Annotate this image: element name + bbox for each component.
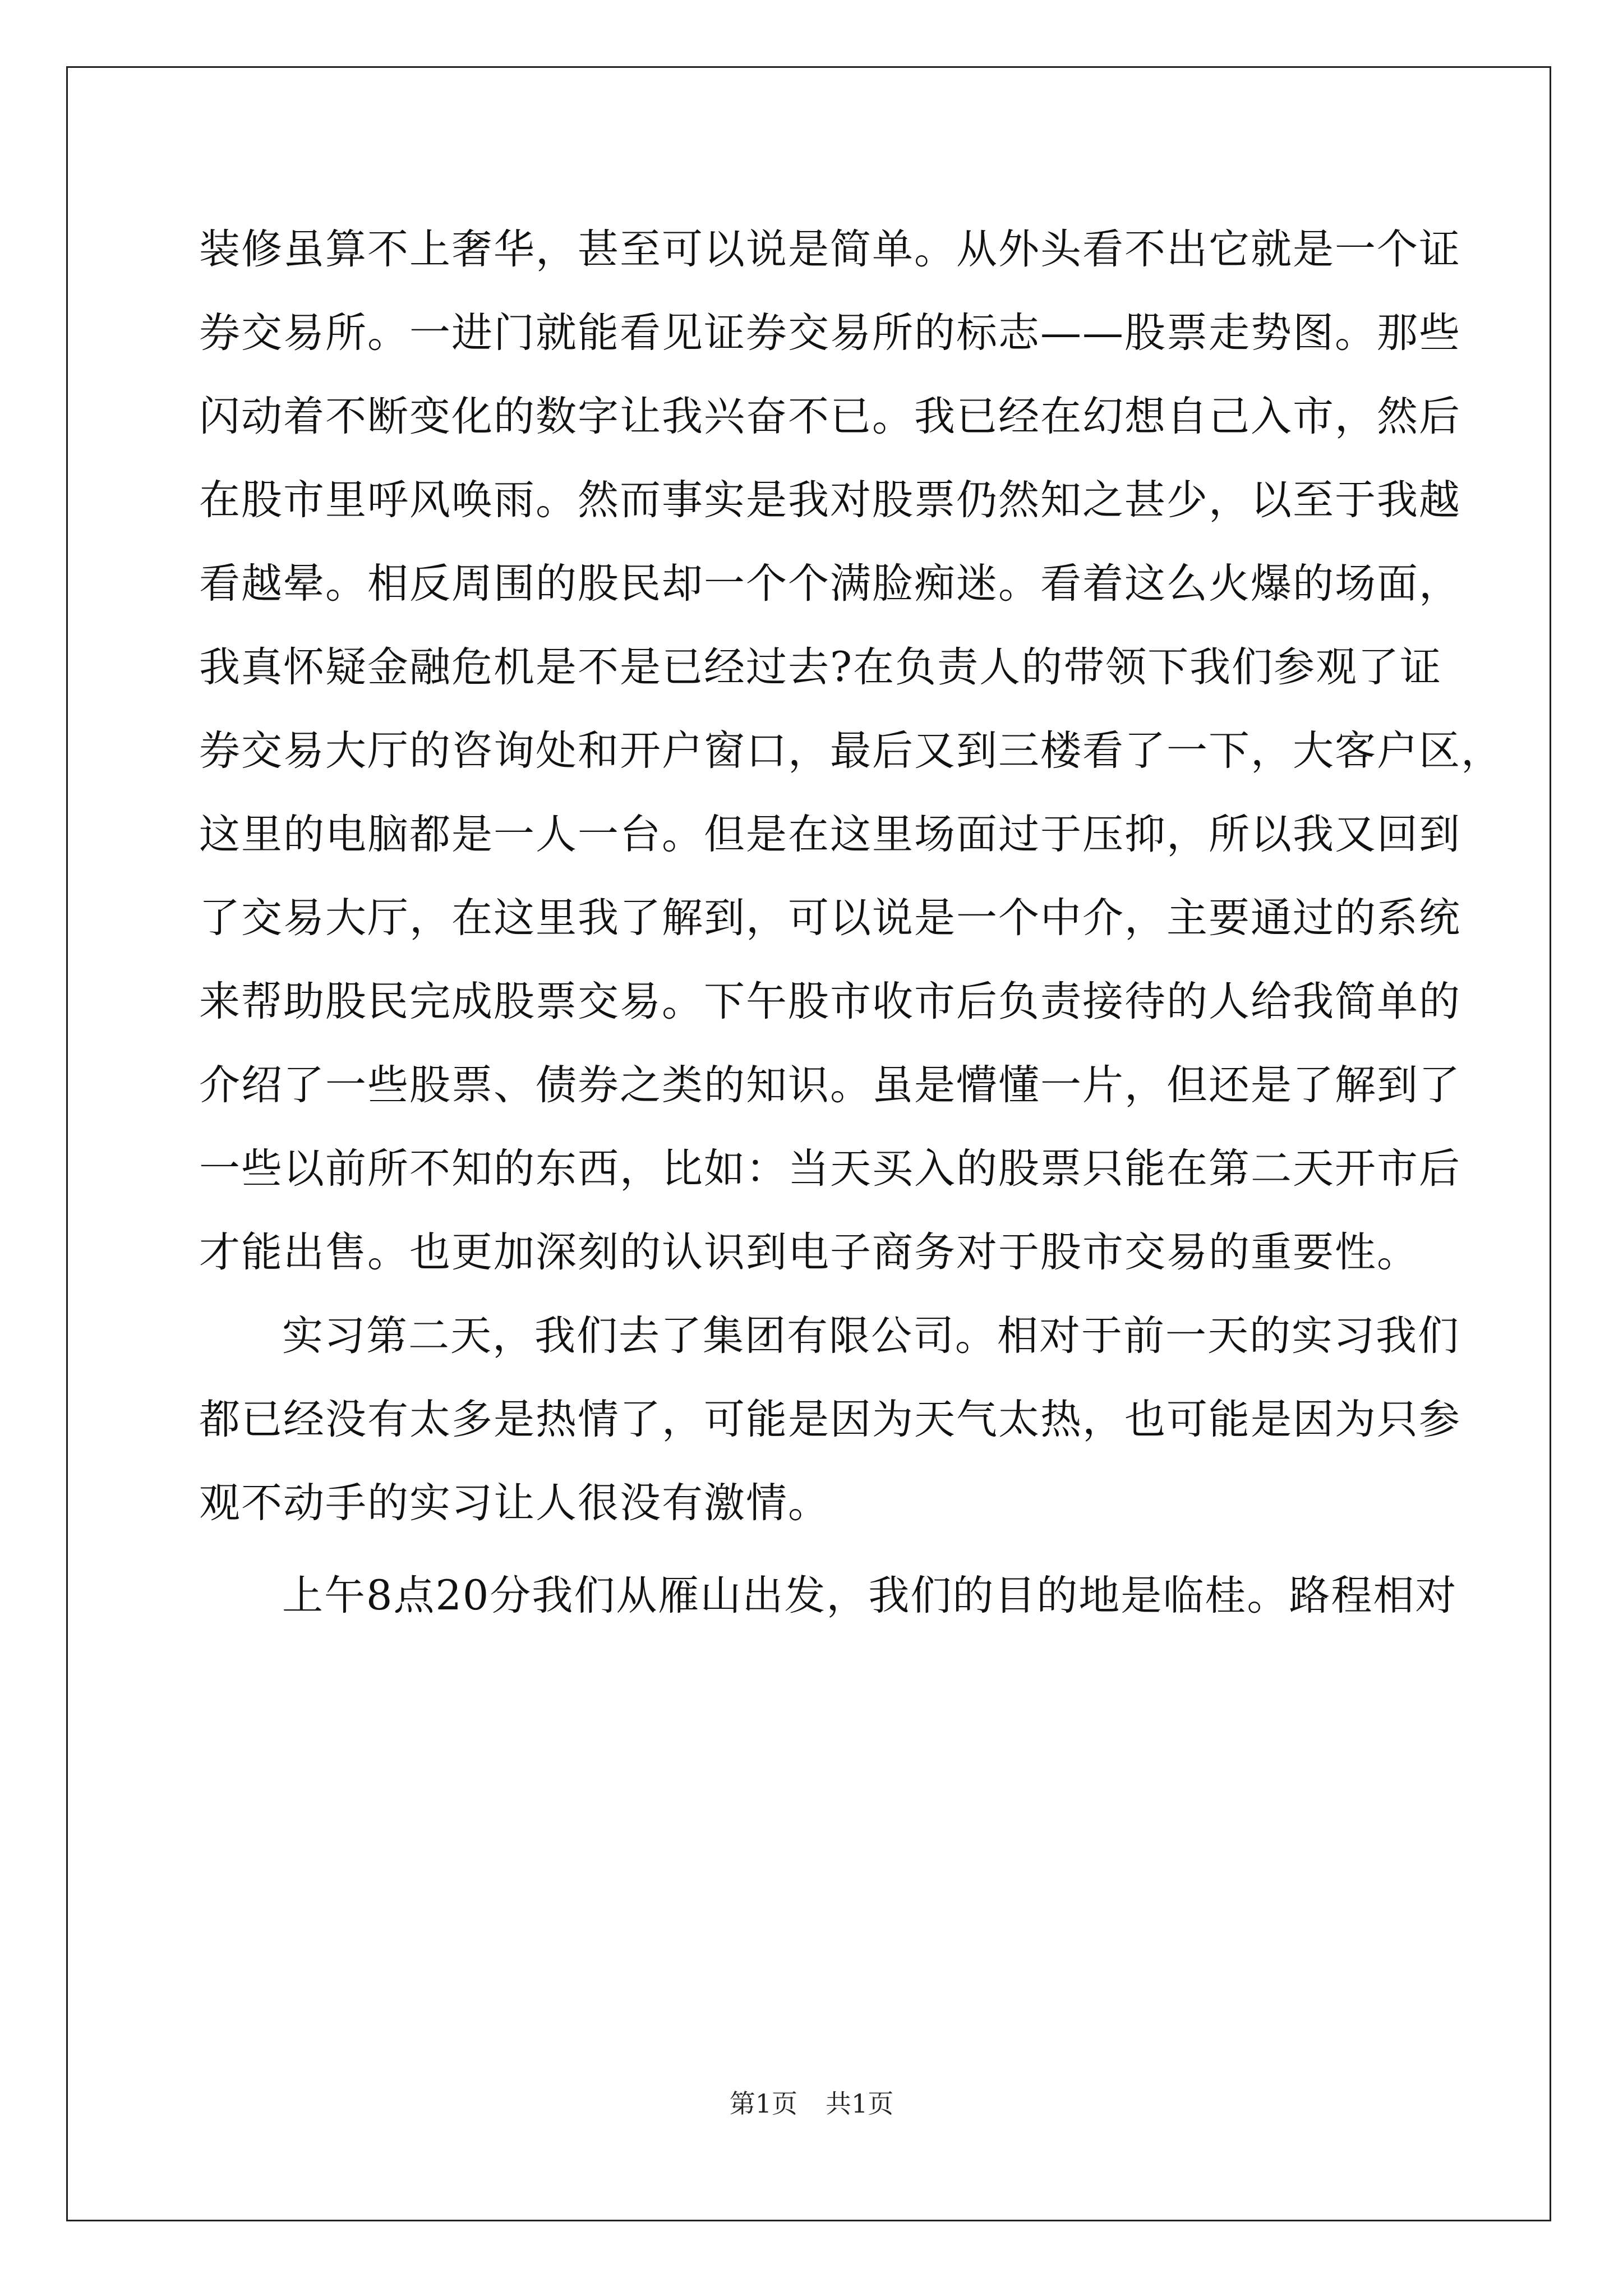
text-line: 来帮助股民完成股票交易。下午股市收市后负责接待的人给我简单的 (199, 978, 1461, 1025)
text-line: 了交易大厅，在这里我了解到，可以说是一个中介，主要通过的系统 (199, 894, 1461, 942)
text-line: 一些以前所不知的东西，比如：当天买入的股票只能在第二天开市后 (199, 1145, 1461, 1193)
text-line: 我真怀疑金融危机是不是已经过去?在负责人的带领下我们参观了证 (199, 643, 1442, 691)
document-body (199, 208, 1503, 1637)
paragraph-start-line: 实习第二天，我们去了集团有限公司。相对于前一天的实习我们 (282, 1312, 1460, 1360)
text-line: 看越晕。相反周围的股民却一个个满脸痴迷。看着这么火爆的场面， (199, 560, 1461, 608)
page-number-current: 第1页 (729, 2088, 797, 2119)
text-line: 都已经没有太多是热情了，可能是因为天气太热，也可能是因为只参 (199, 1396, 1461, 1443)
page-footer (0, 2087, 1623, 2120)
text-line: 这里的电脑都是一人一台。但是在这里场面过于压抑，所以我又回到 (199, 811, 1461, 858)
text-line: 券交易所。一进门就能看见证券交易所的标志——股票走势图。那些 (199, 309, 1461, 357)
text-line: 介绍了一些股票、债券之类的知识。虽是懵懂一片，但还是了解到了 (199, 1061, 1461, 1109)
text-line: 闪动着不断变化的数字让我兴奋不已。我已经在幻想自己入市，然后 (199, 393, 1461, 440)
paragraph-start-line: 上午8点20分我们从雁山出发，我们的目的地是临桂。路程相对 (282, 1572, 1458, 1619)
text-line: 装修虽算不上奢华，甚至可以说是简单。从外头看不出它就是一个证 (199, 226, 1461, 273)
page-number-total: 共1页 (826, 2088, 894, 2119)
text-line: 在股市里呼风唤雨。然而事实是我对股票仍然知之甚少，以至于我越 (199, 476, 1461, 524)
text-line: 才能出售。也更加深刻的认识到电子商务对于股市交易的重要性。 (199, 1228, 1419, 1276)
text-line: 观不动手的实习让人很没有激情。 (199, 1479, 830, 1527)
text-line: 券交易大厅的咨询处和开户窗口，最后又到三楼看了一下，大客户区， (199, 727, 1503, 775)
